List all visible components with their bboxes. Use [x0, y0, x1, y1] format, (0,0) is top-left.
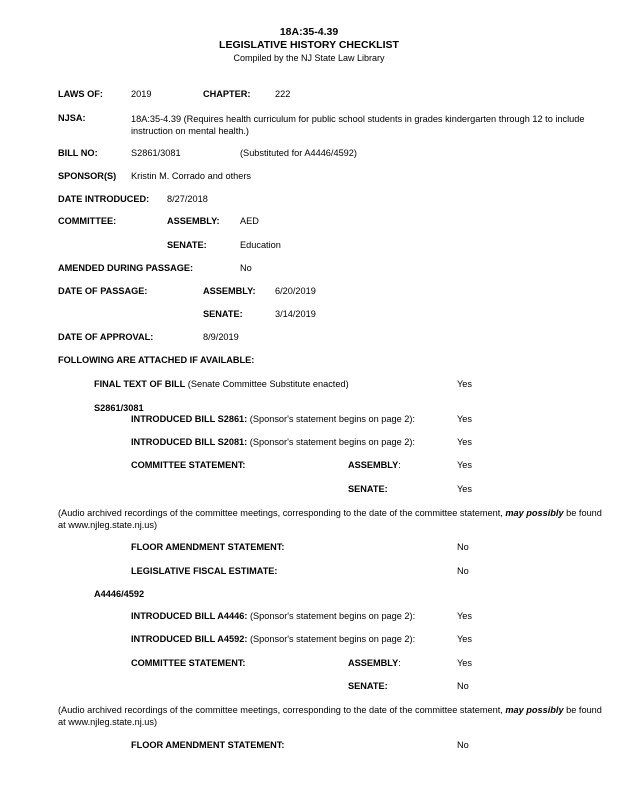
chapter-label: CHAPTER:: [203, 89, 251, 99]
final-text-label: FINAL TEXT OF BILL: [94, 379, 186, 389]
a-committee-assembly-value: Yes: [457, 658, 472, 668]
committee-label: COMMITTEE:: [58, 216, 117, 226]
audio-note-2-text: (Audio archived recordings of the committee meetings, corresponding to the date of the committee statement,: [58, 705, 506, 715]
a-intro2-value: Yes: [457, 634, 472, 644]
final-text-value: Yes: [457, 379, 472, 389]
sponsors-value: Kristin M. Corrado and others: [131, 171, 251, 181]
compiled-by: Compiled by the NJ State Law Library: [233, 53, 385, 63]
amended-value: No: [240, 263, 252, 273]
s-intro1-value: Yes: [457, 414, 472, 424]
a-committee-statement-label: COMMITTEE STATEMENT:: [131, 658, 246, 668]
s-committee-senate-label: SENATE:: [348, 484, 388, 494]
a-floor-amendment-value: No: [457, 740, 469, 750]
laws-of-label: LAWS OF:: [58, 89, 103, 99]
date-introduced-value: 8/27/2018: [167, 194, 208, 204]
committee-senate-value: Education: [240, 240, 281, 250]
s-floor-amendment-value: No: [457, 542, 469, 552]
audio-note-2-link-text: be found at www.njleg.state.nj.us): [58, 705, 602, 727]
s-committee-senate-value: Yes: [457, 484, 472, 494]
s-committee-assembly: [348, 460, 401, 470]
final-text-row: [94, 379, 349, 389]
chapter-value: 222: [275, 89, 291, 99]
a-section-heading: A4446/4592: [94, 589, 145, 599]
passage-senate-value: 3/14/2019: [275, 309, 316, 319]
a-intro1-note: (Sponsor's statement begins on page 2):: [249, 611, 416, 621]
passage-senate-label: SENATE:: [203, 309, 243, 319]
s-intro2-value: Yes: [457, 437, 472, 447]
committee-senate-label: SENATE:: [167, 240, 207, 250]
s-section-heading: S2861/3081: [94, 403, 144, 413]
a-intro2-note: (Sponsor's statement begins on page 2):: [249, 634, 416, 644]
s-floor-amendment-label: FLOOR AMENDMENT STATEMENT:: [131, 542, 285, 552]
passage-assembly-label: ASSEMBLY:: [203, 286, 256, 296]
date-of-passage-label: DATE OF PASSAGE:: [58, 286, 148, 296]
audio-note-link-text: be found at www.njleg.state.nj.us): [58, 508, 602, 530]
s-intro1-row: [131, 414, 415, 424]
committee-assembly-label: ASSEMBLY:: [167, 216, 220, 226]
s-committee-assembly-value: Yes: [457, 460, 472, 470]
s-intro2-row: [131, 437, 415, 447]
a-committee-senate-value: No: [457, 681, 469, 691]
committee-assembly-value: AED: [240, 216, 259, 226]
date-of-approval-value: 8/9/2019: [203, 332, 239, 342]
njsa-value: 18A:35-4.39 (Requires health curriculum for public school students in grades kindergarten through 12 to include instruction on mental health.): [131, 114, 585, 136]
a-intro1-value: Yes: [457, 611, 472, 621]
s-committee-assembly-label: ASSEMBLY: [348, 460, 399, 470]
a-committee-assembly-label: ASSEMBLY: [348, 658, 399, 668]
laws-of-value: 2019: [131, 89, 152, 99]
s-committee-statement-label: COMMITTEE STATEMENT:: [131, 460, 246, 470]
date-introduced-label: DATE INTRODUCED:: [58, 194, 150, 204]
sponsors-label: SPONSOR(S): [58, 171, 117, 181]
a-committee-senate-label: SENATE:: [348, 681, 388, 691]
date-of-approval-label: DATE OF APPROVAL:: [58, 332, 154, 342]
document-title: LEGISLATIVE HISTORY CHECKLIST: [219, 39, 399, 51]
attached-heading: FOLLOWING ARE ATTACHED IF AVAILABLE:: [58, 355, 255, 365]
s-intro1-note: (Sponsor's statement begins on page 2):: [249, 414, 415, 424]
bill-no-label: BILL NO:: [58, 148, 98, 158]
statute-number: 18A:35-4.39: [279, 26, 339, 38]
njsa-label: NJSA:: [58, 113, 86, 123]
audio-note-2-emphasis: may possibly: [505, 705, 564, 715]
bill-substituted-note: (Substituted for A4446/4592): [240, 148, 357, 158]
bill-no-value: S2861/3081: [131, 148, 181, 158]
s-fiscal-estimate-value: No: [457, 566, 469, 576]
audio-note-2: [58, 704, 603, 728]
a-intro2-label: INTRODUCED BILL A4592:: [131, 634, 248, 644]
a-floor-amendment-label: FLOOR AMENDMENT STATEMENT:: [131, 740, 285, 750]
a-intro1-label: INTRODUCED BILL A4446:: [131, 611, 248, 621]
s-fiscal-estimate-label: LEGISLATIVE FISCAL ESTIMATE:: [131, 566, 278, 576]
s-intro1-label: INTRODUCED BILL S2861:: [131, 414, 248, 424]
a-intro1-row: [131, 611, 415, 621]
a-committee-assembly: [348, 658, 401, 668]
final-text-note: (Senate Committee Substitute enacted): [187, 379, 349, 389]
audio-note-text: (Audio archived recordings of the committee meetings, corresponding to the date of the committee statement,: [58, 508, 506, 518]
amended-label: AMENDED DURING PASSAGE:: [58, 263, 194, 273]
audio-note: [58, 507, 603, 531]
s-intro2-label: INTRODUCED BILL S2081:: [131, 437, 248, 447]
s-intro2-note: (Sponsor's statement begins on page 2):: [249, 437, 415, 447]
audio-note-emphasis: may possibly: [505, 508, 564, 518]
a-intro2-row: [131, 634, 415, 644]
s-committee-assembly-colon: :: [398, 460, 401, 470]
passage-assembly-value: 6/20/2019: [275, 286, 316, 296]
a-committee-assembly-colon: :: [398, 658, 401, 668]
